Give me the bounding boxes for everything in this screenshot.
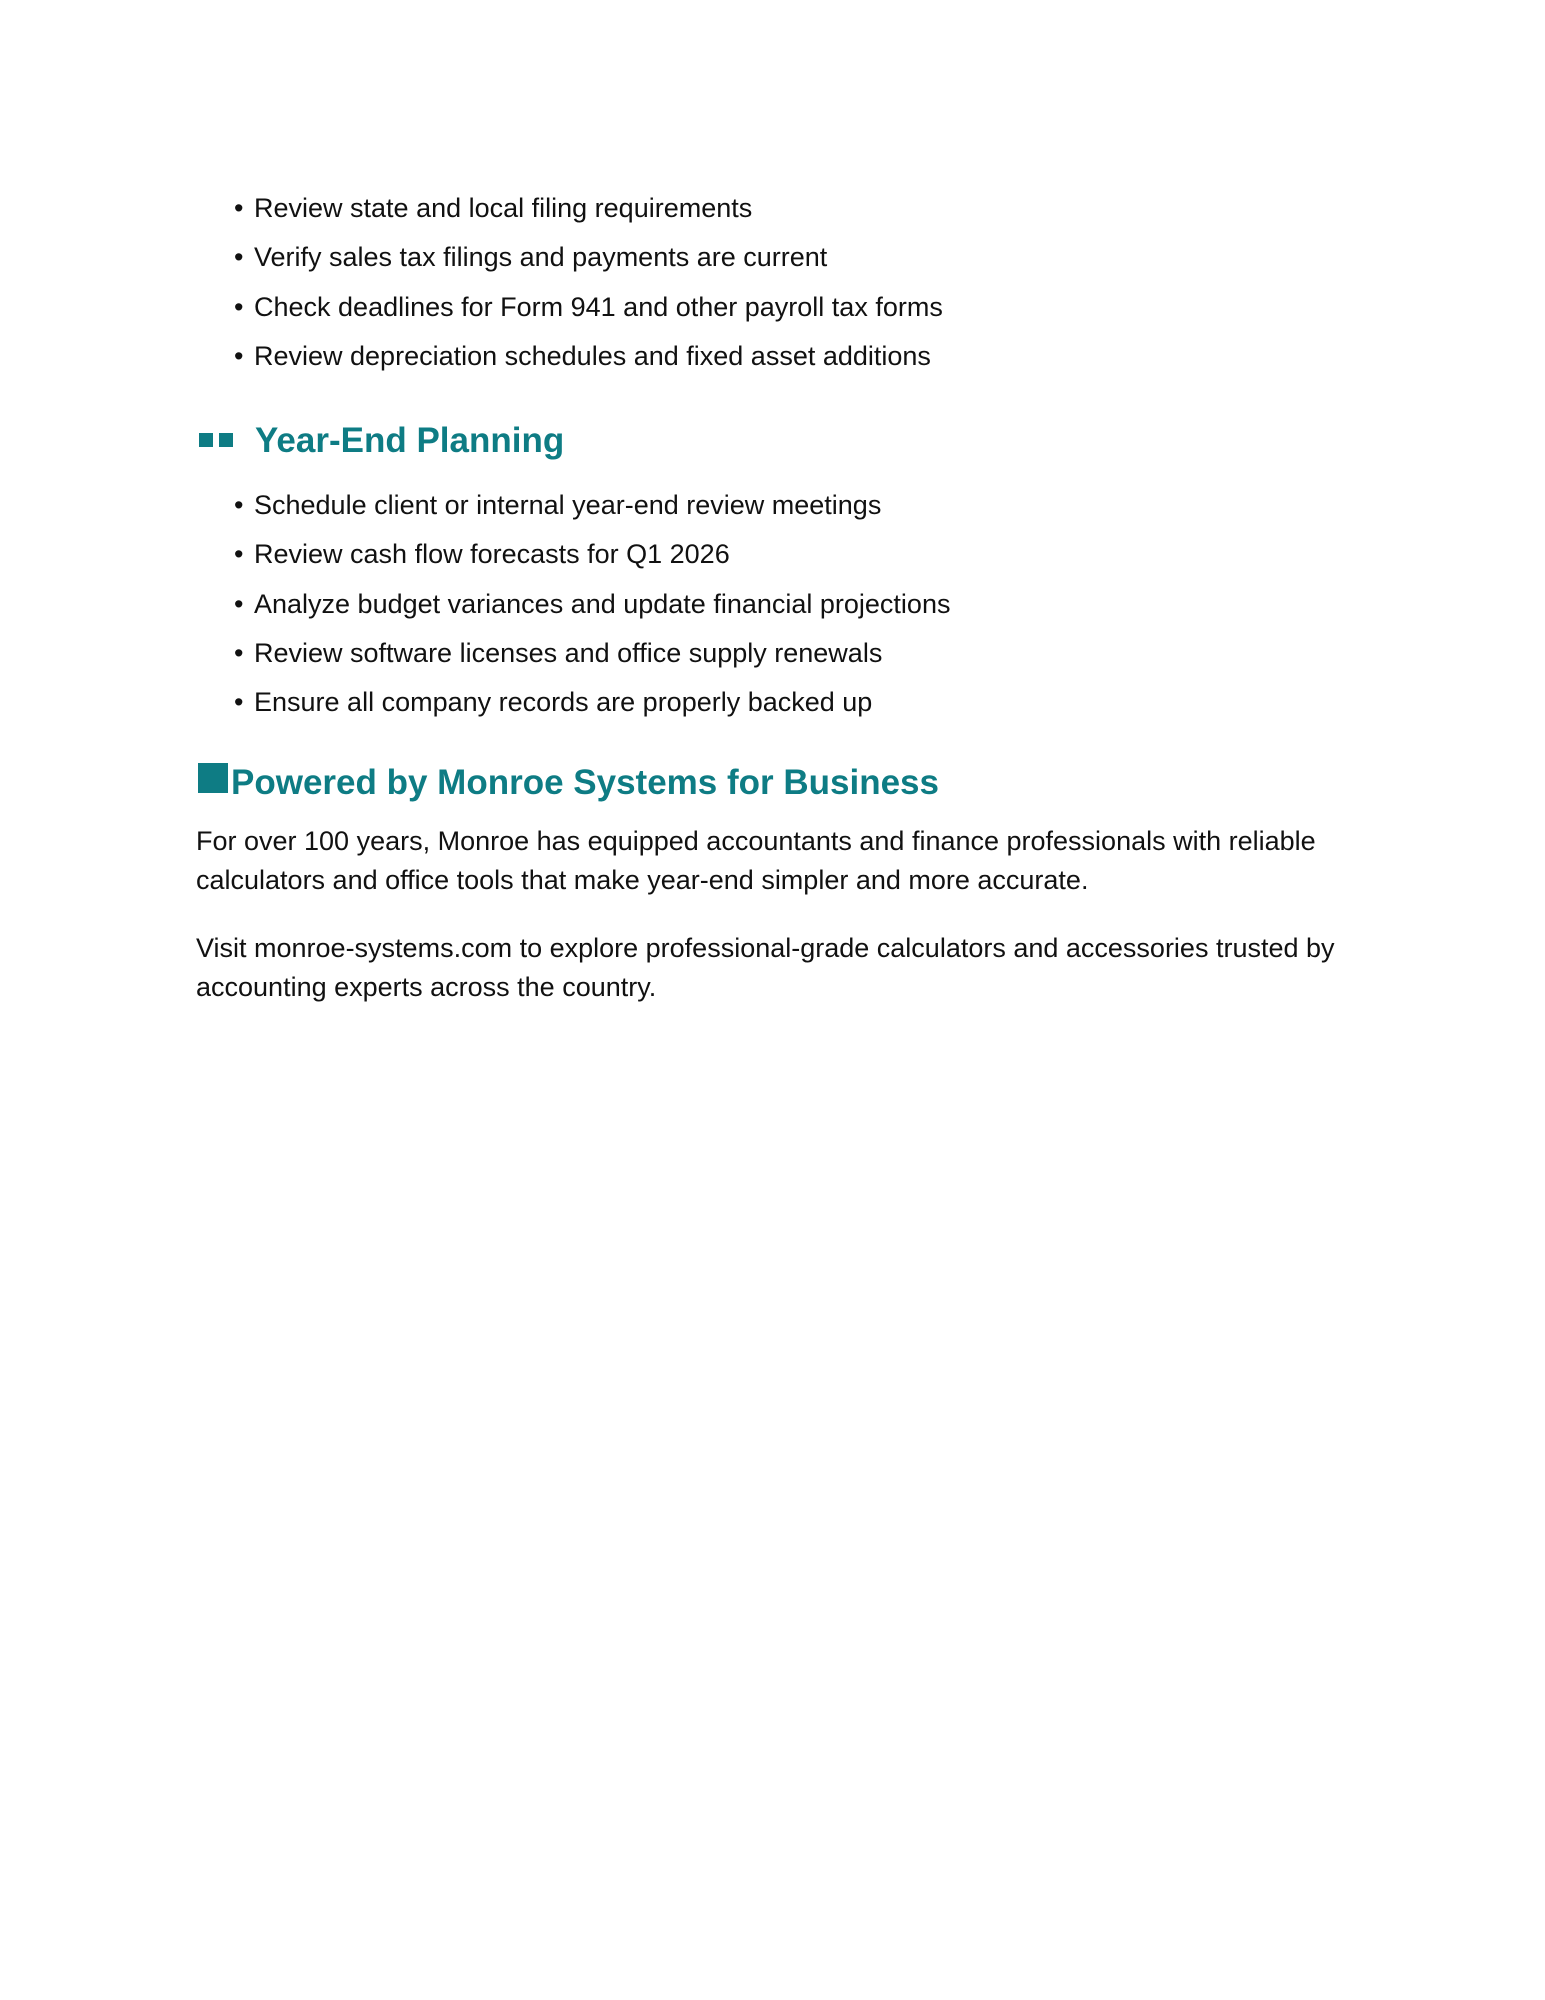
year-end-checklist [234,481,950,727]
list-item-text: Schedule client or internal year-end review meetings [254,490,882,520]
monroe-visit-paragraph: Visit monroe-systems.com to explore professional-grade calculators and accessories trusted by accounting experts across the country. [196,933,1335,1002]
bullet-icon: • [234,539,244,570]
list-item [234,629,950,678]
list-item-text: Check deadlines for Form 941 and other payroll tax forms [254,291,943,322]
bullet-icon: • [234,637,244,668]
list-item-text: Ensure all company records are properly backed up [254,687,873,718]
monroe-history-paragraph: For over 100 years, Monroe has equipped accountants and finance professionals with reliable calculators and office tools that make year-end simpler and more accurate. [196,826,1316,895]
list-item [234,184,943,233]
bullet-icon: • [234,340,244,371]
list-item-text: Review software licenses and office supply renewals [254,637,883,668]
list-item [234,233,943,282]
square-icon [219,433,233,447]
list-item [234,530,950,579]
square-icon [198,763,228,793]
bullet-icon: • [234,490,244,520]
list-item [234,283,943,332]
bullet-icon: • [234,193,244,223]
bullet-icon: • [234,588,244,619]
compliance-checklist [234,184,943,381]
double-square-icon [199,433,233,447]
list-item-text: Review cash flow forecasts for Q1 2026 [254,539,730,570]
bullet-icon: • [234,687,244,718]
list-item-text: Verify sales tax filings and payments are current [254,242,828,273]
section-heading-monroe [198,765,939,800]
list-item-text: Analyze budget variances and update financial projections [254,588,951,619]
list-item-text: Review state and local filing requirements [254,193,753,223]
list-item [234,481,950,530]
section-title: Powered by Monroe Systems for Business [231,763,939,802]
list-item [234,332,943,381]
list-item [234,580,950,629]
list-item-text: Review depreciation schedules and fixed asset additions [254,340,931,371]
section-heading-year-end [199,423,564,458]
square-icon [199,433,213,447]
section-title: Year-End Planning [255,421,565,460]
bullet-icon: • [234,242,244,273]
list-item [234,678,950,727]
bullet-icon: • [234,291,244,322]
